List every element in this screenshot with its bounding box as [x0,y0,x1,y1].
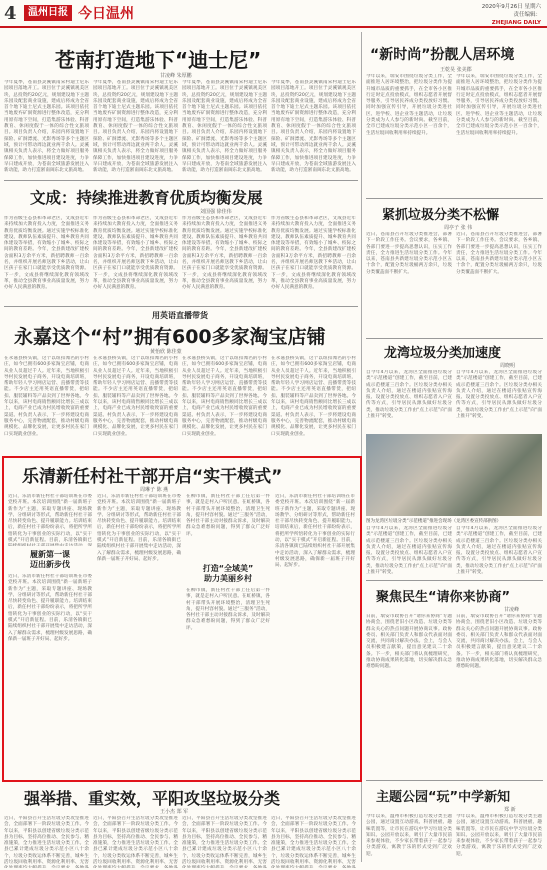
body-park-2: 今年以来，温州市积极打造垃圾分类主题公园，通过设置互动游戏、科普展板、趣味装置等，让市民在游玩中学习垃圾分类知识。公园开放以来，吸引了大量市民前来参观体验，不少家长带着孩子一起参与分类游戏，寓教于乐的形式受到广泛欢迎。 [456,814,542,857]
byline-qiangjiang: 王小杰 郑 军 [160,809,189,815]
longwan-photo-caption: 图为龙湾区垃圾分类“示范楼道”推进会现场（龙湾区委宣传部供图） [366,519,502,524]
byline-jumin: 甘凌峰 [504,607,520,613]
body-kuaiju-2: 近日，苍南县召开垃圾分类推进会，部署下一阶段工作任务。会议要求，各乡镇、各部门要进一步提高思想认识，压实工作责任，全力推进生活垃圾分类工作。今年以来，苍南县共新建垃圾分类示范小区五十余个，配置分类垃圾桶两万余只，垃圾分类覆盖面不断扩大。 [456,232,542,275]
divider-r3 [366,580,543,581]
body-lecheng-3: 近日，乐清市新任村社干部培训班在市委党校开班。本次培训围绕“新一届新班子新作为”主题，采取专题讲座、现场教学、分组研讨等形式，帮助新任村社干部尽快转变角色、提升履职能力。培训结束后，新任村社干部纷纷表示，将把所学所悟转化为干事创业的实际行动，以“实干模式”开启新征程。目前，乐清各镇街已陆续组织村社干部开展集中走访活动，深入了解群众需求，梳理村级发展思路，确保新一届班子开好局、起好步。 [97,494,181,562]
byline-lecheng: 周琳子 陈 燕 [140,487,169,493]
byline-kuaiju: 周亭子 张 伟 [444,225,473,231]
byline-newfashion: 王乾昊 张美郡 [440,67,472,73]
paper-logo: 温州日报 [24,5,72,21]
headline-park: 主题公园“玩”中学新知 [376,790,511,805]
kicker-taobao: 用英语直播带货 [152,311,208,320]
headline-education: 文成：持续推进教育优质均衡发展 [30,189,263,207]
byline-taobao: 黄怡欣 陈佳蒙 [150,349,182,355]
body-taobao-4: 在永嘉县桥头镇，这个以纽扣闻名的小村庄，如今已拥有600多家淘宝店铺，电商从业人员超过千人。近年来，当地积极引导村民发展电子商务，开设电商培训班，帮助年轻人学习网店运营、直播带货等技能。不少店主还用英语直播带货，把纽扣、服装辅料等产品卖到了世界各地。今年以来，该村电商销售额同比增长三成以上，电商产业已成为村民增收致富的重要渠道。村负责人表示，下一步将建设电商服务中心，完善物流配套，推动村级电商规模化、品牌化发展，让更多村民在家门口实现就业创业。 [271,356,356,437]
body-longwan-2: 自今年4月以来，龙湾区全面推进垃圾分类“示范楼道”创建工作，截至目前，已建成示范楼道三百余个。区垃圾分类办相关负责人介绍，通过在楼道内张贴宣传海报、设置分类投放点、组织志愿者入户宣传等方式，引导居民从源头做好垃圾分类，推动垃圾分类工作由“点上示范”向“面上推开”转变。 [456,370,542,420]
editor-line: 责任编辑： [513,12,541,18]
longwan-photo [366,434,542,516]
divider-r1 [366,198,543,199]
masthead-en: ZHEJIANG DAILY [491,20,541,26]
body-jumin-1: 日前，瑞安市政协召开“请你来协商”专题协商会，围绕老旧小区改造、垃圾分类等群众关心的热点问题开展协商议事。政协委员、相关部门负责人和群众代表面对面交流，共同商讨解决办法。会上，与会人员积极建言献策，提出意见建议二十余条。下一步，相关部门将认真梳理研究，推动协商成果转化落地，切实解决群众急难愁盼问题。 [366,614,452,670]
headline-longwan: 龙湾垃圾分类加速度 [384,346,502,361]
body-lecheng-2: 近日，乐清市新任村社干部培训班在市委党校开班。本次培训围绕“新一届新班子新作为”主题，采取专题讲座、现场教学、分组研讨等形式，帮助新任村社干部尽快转变角色、提升履职能力。培训结束后，新任村社干部纷纷表示，将把所学所悟转化为干事创业的实际行动，以“实干模式”开启新征程。目前，乐清各镇街已陆续组织村社干部开展集中走访活动，深入了解群众需求，梳理村级发展思路，确保新一届班子开好局、起好步。 [8,574,92,642]
headline-newfashion: “新时尚”扮靓人居环境 [370,47,515,63]
body-cangnan-4: 今年夏季，苍南县灵溪镇南宋村迪士尼乐园项目落地开工。项目位于灵溪镇观美区块，总投资约20亿元，规划建设地下主题乐园及配套商业设施，建成后将成为全省首个地下迪士尼式主题乐园。该项目依托当地废弃矿洞资源进行整体改造，充分利用原有地下空间，打造集游乐体验、科普教育、休闲度假于一体的综合性文旅项目。项目负责人介绍，乐园内将设置地下探险、矿洞漂流、光影秀场等多个主题区域，预计可带动周边就业两千余人。灵溪镇相关负责人表示，将全力做好项目服务保障工作，加快推进项目建设进度，力争早日建成开放，为苍南全域旅游发展注入新动能，助力打造浙南闽东北文旅高地。 [271,80,356,174]
body-education-1: 作为省级生态县和革命老区，文成县近年来持续加大教育投入力度，全面推进义务教育优质均衡发展。通过实施学校标准化建设、教师队伍素质提升、城乡教育共同体建设等举措，有效缩小了城乡、校际之间的教育差距。今年，全县新建改扩建校舍面积3万余平方米，新招聘教师一百余名，并组织开展名师送教下乡活动，让山区孩子在家门口就能享受优质教育资源。下一步，文成县将继续深化教育领域改革，推动全县教育事业高质量发展，努力办好人民满意的教育。 [4,216,89,291]
body-cangnan-2: 今年夏季，苍南县灵溪镇南宋村迪士尼乐园项目落地开工。项目位于灵溪镇观美区块，总投资约20亿元，规划建设地下主题乐园及配套商业设施，建成后将成为全省首个地下迪士尼式主题乐园。该项目依托当地废弃矿洞资源进行整体改造，充分利用原有地下空间，打造集游乐体验、科普教育、休闲度假于一体的综合性文旅项目。项目负责人介绍，乐园内将设置地下探险、矿洞漂流、光影秀场等多个主题区域，预计可带动周边就业两千余人。灵溪镇相关负责人表示，将全力做好项目服务保障工作，加快推进项目建设进度，力争早日建成开放，为苍南全域旅游发展注入新动能，助力打造浙南闽东北文旅高地。 [93,80,178,174]
byline-park: 郑 新 [504,807,516,813]
divider-r2 [366,338,543,339]
body-qiangjiang-3: 近日，平阳县召开生活垃圾分类攻坚推进会，全面部署下一阶段垃圾分类工作。今年以来，平阳县以创建省级垃圾分类示范县为目标，坚持高位推动、全民参与、精准施策，全力推进生活垃圾分类工作。全县已累计建成垃圾分类示范小区八十余个，垃圾分类收运体系不断完善，城乡生活垃圾回收利用率、资源化利用率、无害 [182,816,267,866]
header-rule [0,26,547,28]
body-longwan-3: 自今年4月以来，龙湾区全面推进垃圾分类“示范楼道”创建工作，截至目前，已建成示范楼道三百余个。区垃圾分类办相关负责人介绍，通过在楼道内张贴宣传海报、设置分类投放点、组织志愿者入户宣传等方式，引导居民从源头做好垃圾分类，推动垃圾分类工作由“点上示范”向“面上推开”转变。 [366,526,452,576]
byline-education: 刘国强 徐佳伟 [200,209,232,215]
page-number: 4 [4,3,17,24]
body-taobao-2: 在永嘉县桥头镇，这个以纽扣闻名的小村庄，如今已拥有600多家淘宝店铺，电商从业人员超过千人。近年来，当地积极引导村民发展电子商务，开设电商培训班，帮助年轻人学习网店运营、直播带货等技能。不少店主还用英语直播带货，把纽扣、服装辅料等产品卖到了世界各地。今年以来，该村电商销售额同比增长三成以上，电商产业已成为村民增收致富的重要渠道。村负责人表示，下一步将建设电商服务中心，完善物流配套，推动村级电商规模化、品牌化发展，让更多村民在家门口实现就业创业。 [93,356,178,437]
body-kuaiju-1: 近日，苍南县召开垃圾分类推进会，部署下一阶段工作任务。会议要求，各乡镇、各部门要进一步提高思想认识，压实工作责任，全力推进生活垃圾分类工作。今年以来，苍南县共新建垃圾分类示范小区五十余个，配置分类垃圾桶两万余只，垃圾分类覆盖面不断扩大。 [366,232,452,275]
headline-qiangjiang: 强举措、重实效，平阳攻坚垃圾分类 [24,789,281,808]
divider-r4 [366,780,543,781]
body-qiangjiang-2: 近日，平阳县召开生活垃圾分类攻坚推进会，全面部署下一阶段垃圾分类工作。今年以来，平阳县以创建省级垃圾分类示范县为目标，坚持高位推动、全民参与、精准施策，全力推进生活垃圾分类工作。全县已累计建成垃圾分类示范小区八十余个，垃圾分类收运体系不断完善，城乡生活垃圾回收利用率、资源化利用率、无害 [93,816,178,866]
byline-longwan: 周晓明 [500,363,516,369]
header-meta [482,3,541,27]
body-newfashion-2: 今年以来，瑞安市围绕垃圾分类工作，全面推进人居环境整治，把垃圾分类作为提升城市品质的重要抓手，在全市各小区推行定时定点投放模式，组织志愿者开展督导服务，引导居民养成分类投放好习惯。同时加强宣传引导，开展垃圾分类进社区、进学校、进企业等主题活动，让垃圾分类成为人人参与的新时尚。截至目前，全市已建成垃圾分类示范小区一百余个，生活垃圾回收利用率持续提升。 [456,74,542,136]
headline-kuaiju: 紧抓垃圾分类不松懈 [382,208,500,223]
page-header [0,0,547,30]
body-education-4: 作为省级生态县和革命老区，文成县近年来持续加大教育投入力度，全面推进义务教育优质均衡发展。通过实施学校标准化建设、教师队伍素质提升、城乡教育共同体建设等举措，有效缩小了城乡、校际之间的教育差距。今年，全县新建改扩建校舍面积3万余平方米，新招聘教师一百余名，并组织开展名师送教下乡活动，让山区孩子在家门口就能享受优质教育资源。下一步，文成县将继续深化教育领域改革，推动全县教育事业高质量发展，努力办好人民满意的教育。 [271,216,356,291]
body-newfashion-1: 今年以来，瑞安市围绕垃圾分类工作，全面推进人居环境整治，把垃圾分类作为提升城市品质的重要抓手，在全市各小区推行定时定点投放模式，组织志愿者开展督导服务，引导居民养成分类投放好习惯。同时加强宣传引导，开展垃圾分类进社区、进学校、进企业等主题活动，让垃圾分类成为人人参与的新时尚。截至目前，全市已建成垃圾分类示范小区一百余个，生活垃圾回收利用率持续提升。 [366,74,452,136]
subhead-lecheng-1: 履新第一课 迈出新步伐 [30,550,70,569]
body-cangnan-1: 今年夏季，苍南县灵溪镇南宋村迪士尼乐园项目落地开工。项目位于灵溪镇观美区块，总投资约20亿元，规划建设地下主题乐园及配套商业设施，建成后将成为全省首个地下迪士尼式主题乐园。该项目依托当地废弃矿洞资源进行整体改造，充分利用原有地下空间，打造集游乐体验、科普教育、休闲度假于一体的综合性文旅项目。项目负责人介绍，乐园内将设置地下探险、矿洞漂流、光影秀场等多个主题区域，预计可带动周边就业两千余人。灵溪镇相关负责人表示，将全力做好项目服务保障工作，加快推进项目建设进度，力争早日建成开放，为苍南全域旅游发展注入新动能，助力打造浙南闽东北文旅高地。 [4,80,89,174]
body-lecheng-6: 近日，乐清市新任村社干部培训班在市委党校开班。本次培训围绕“新一届新班子新作为”主题，采取专题讲座、现场教学、分组研讨等形式，帮助新任村社干部尽快转变角色、提升履职能力。培训结束后，新任村社干部纷纷表示，将把所学所悟转化为干事创业的实际行动，以“实干模式”开启新征程。目前，乐清各镇街已陆续组织村社干部开展集中走访活动，深入了解群众需求，梳理村级发展思路，确保新一届班子开好局、起好步。 [275,494,355,569]
body-jumin-2: 日前，瑞安市政协召开“请你来协商”专题协商会，围绕老旧小区改造、垃圾分类等群众关心的热点问题开展协商议事。政协委员、相关部门负责人和群众代表面对面交流，共同商讨解决办法。会上，与会人员积极建言献策，提出意见建议二十余条。下一步，相关部门将认真梳理研究，推动协商成果转化落地，切实解决群众急难愁盼问题。 [456,614,542,670]
body-taobao-3: 在永嘉县桥头镇，这个以纽扣闻名的小村庄，如今已拥有600多家淘宝店铺，电商从业人员超过千人。近年来，当地积极引导村民发展电子商务，开设电商培训班，帮助年轻人学习网店运营、直播带货等技能。不少店主还用英语直播带货，把纽扣、服装辅料等产品卖到了世界各地。今年以来，该村电商销售额同比增长三成以上，电商产业已成为村民增收致富的重要渠道。村负责人表示，下一步将建设电商服务中心，完善物流配套，推动村级电商规模化、品牌化发展，让更多村民在家门口实现就业创业。 [182,356,267,437]
byline-cangnan: 甘凌峰 朱厚鹏 [160,73,192,79]
body-cangnan-3: 今年夏季，苍南县灵溪镇南宋村迪士尼乐园项目落地开工。项目位于灵溪镇观美区块，总投资约20亿元，规划建设地下主题乐园及配套商业设施，建成后将成为全省首个地下迪士尼式主题乐园。该项目依托当地废弃矿洞资源进行整体改造，充分利用原有地下空间，打造集游乐体验、科普教育、休闲度假于一体的综合性文旅项目。项目负责人介绍，乐园内将设置地下探险、矿洞漂流、光影秀场等多个主题区域，预计可带动周边就业两千余人。灵溪镇相关负责人表示，将全力做好项目服务保障工作，加快推进项目建设进度，力争早日建成开放，为苍南全域旅游发展注入新动能，助力打造浙南闽东北文旅高地。 [182,80,267,174]
body-longwan-1: 自今年4月以来，龙湾区全面推进垃圾分类“示范楼道”创建工作，截至目前，已建成示范楼道三百余个。区垃圾分类办相关负责人介绍，通过在楼道内张贴宣传海报、设置分类投放点、组织志愿者入户宣传等方式，引导居民从源头做好垃圾分类，推动垃圾分类工作由“点上示范”向“面上推开”转变。 [366,370,452,420]
section-name: 今日温州 [78,6,134,22]
subhead-lecheng-2: 打造“全域美” 助力美丽乡村 [202,564,254,583]
body-education-2: 作为省级生态县和革命老区，文成县近年来持续加大教育投入力度，全面推进义务教育优质均衡发展。通过实施学校标准化建设、教师队伍素质提升、城乡教育共同体建设等举措，有效缩小了城乡、校际之间的教育差距。今年，全县新建改扩建校舍面积3万余平方米，新招聘教师一百余名，并组织开展名师送教下乡活动，让山区孩子在家门口就能享受优质教育资源。下一步，文成县将继续深化教育领域改革，推动全县教育事业高质量发展，努力办好人民满意的教育。 [93,216,178,291]
body-qiangjiang-4: 近日，平阳县召开生活垃圾分类攻坚推进会，全面部署下一阶段垃圾分类工作。今年以来，平阳县以创建省级垃圾分类示范县为目标，坚持高位推动、全民参与、精准施策，全力推进生活垃圾分类工作。全县已累计建成垃圾分类示范小区八十余个，垃圾分类收运体系不断完善，城乡生活垃圾回收利用率、资源化利用率、无害 [271,816,356,866]
body-park-1: 今年以来，温州市积极打造垃圾分类主题公园，通过设置互动游戏、科普展板、趣味装置等，让市民在游玩中学习垃圾分类知识。公园开放以来，吸引了大量市民前来参观体验，不少家长带着孩子一起参与分类游戏，寓教于乐的形式受到广泛欢迎。 [366,814,452,857]
body-qiangjiang-1: 近日，平阳县召开生活垃圾分类攻坚推进会，全面部署下一阶段垃圾分类工作。今年以来，平阳县以创建省级垃圾分类示范县为目标，坚持高位推动、全民参与、精准施策，全力推进生活垃圾分类工作。全县已累计建成垃圾分类示范小区八十余个，垃圾分类收运体系不断完善，城乡生活垃圾回收利用率、资源化利用率、无害 [4,816,89,866]
body-lecheng-1: 近日，乐清市新任村社干部培训班在市委党校开班。本次培训围绕“新一届新班子新作为”主题，采取专题讲座、现场教学、分组研讨等形式，帮助新任村社干部尽快转变角色、提升履职能力。培训结束后，新任村社干部纷纷表示，将把所学所悟转化为干事创业的实际行动，以“实干模式”开启新征程。目前，乐清各镇街已 [8,494,92,544]
headline-cangnan: 苍南打造地下“迪士尼” [55,48,262,72]
divider-2 [4,306,358,307]
headline-jumin: 聚焦民生“请你来协商” [376,590,511,605]
divider-1 [4,180,358,181]
body-education-3: 作为省级生态县和革命老区，文成县近年来持续加大教育投入力度，全面推进义务教育优质均衡发展。通过实施学校标准化建设、教师队伍素质提升、城乡教育共同体建设等举措，有效缩小了城乡、校际之间的教育差距。今年，全县新建改扩建校舍面积3万余平方米，新招聘教师一百余名，并组织开展名师送教下乡活动，让山区孩子在家门口就能享受优质教育资源。下一步，文成县将继续深化教育领域改革，推动全县教育事业高质量发展，努力办好人民满意的教育。 [182,216,267,291]
body-lecheng-4: 在柳市镇，新任村社干部上任后第一件事，就是走村入户听民意。在虹桥镇，各村干部带头开展环境整治，清理卫生死角，提升村容村貌。通过“三服务”活动，各村社干部主动对接群众诉求，及时解决群众急难愁盼问题，得到了群众广泛好评。 [186,494,270,537]
body-lecheng-5: 在柳市镇，新任村社干部上任后第一件事，就是走村入户听民意。在虹桥镇，各村干部带头开展环境整治，清理卫生死角，提升村容村貌。通过“三服务”活动，各村社干部主动对接群众诉求，及时解决群众急难愁盼问题，得到了群众广泛好评。 [186,588,270,631]
body-longwan-4: 自今年4月以来，龙湾区全面推进垃圾分类“示范楼道”创建工作，截至目前，已建成示范楼道三百余个。区垃圾分类办相关负责人介绍，通过在楼道内张贴宣传海报、设置分类投放点、组织志愿者入户宣传等方式，引导居民从源头做好垃圾分类，推动垃圾分类工作由“点上示范”向“面上推开”转变。 [456,526,542,576]
headline-taobao: 永嘉这个“村”拥有600多家淘宝店铺 [14,326,326,348]
headline-lecheng: 乐清新任村社干部开启“实干模式” [22,467,283,487]
date-line: 2020年9月26日 星期六 [481,4,541,10]
body-taobao-1: 在永嘉县桥头镇，这个以纽扣闻名的小村庄，如今已拥有600多家淘宝店铺，电商从业人员超过千人。近年来，当地积极引导村民发展电子商务，开设电商培训班，帮助年轻人学习网店运营、直播带货等技能。不少店主还用英语直播带货，把纽扣、服装辅料等产品卖到了世界各地。今年以来，该村电商销售额同比增长三成以上，电商产业已成为村民增收致富的重要渠道。村负责人表示，下一步将建设电商服务中心，完善物流配套，推动村级电商规模化、品牌化发展，让更多村民在家门口实现就业创业。 [4,356,89,437]
